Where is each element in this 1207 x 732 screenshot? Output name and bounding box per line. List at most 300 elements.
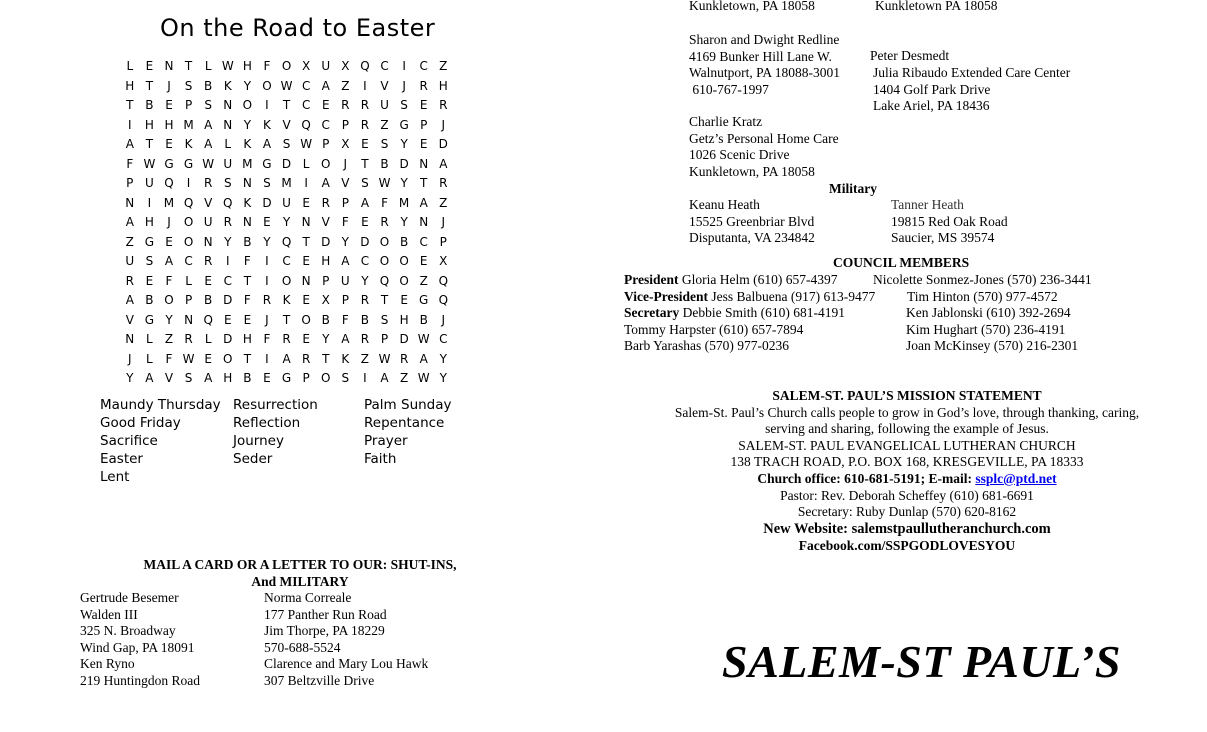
grid-letter: Q [203, 312, 213, 327]
grid-letter: H [223, 371, 233, 385]
grid-letter: O [183, 234, 194, 249]
grid-letter: E [302, 195, 310, 210]
grid-letter: V [321, 215, 330, 229]
grid-letter: H [242, 332, 252, 346]
grid-row [120, 311, 453, 331]
grid-letter: D [281, 156, 292, 171]
grid-letter: G [281, 371, 292, 385]
grid-letter: X [439, 254, 448, 268]
address-line: 4169 Bunker Hill Lane W. [689, 48, 832, 64]
grid-letter: H [144, 215, 154, 229]
grid-letter: U [282, 195, 291, 210]
grid-letter: O [321, 156, 331, 171]
grid-letter: N [242, 215, 252, 229]
grid-letter: G [164, 156, 174, 171]
grid-letter: K [263, 117, 271, 132]
grid-letter: T [145, 78, 154, 93]
grid-letter: H [144, 117, 154, 132]
grid-letter: S [380, 137, 389, 151]
grid-letter: B [243, 371, 252, 385]
grid-letter: C [439, 332, 448, 346]
grid-letter: T [243, 351, 252, 366]
grid-letter: I [265, 98, 269, 112]
grid-letter: F [263, 59, 271, 73]
grid-letter: W [300, 137, 313, 151]
council-heading: COUNCIL MEMBERS [833, 255, 970, 270]
grid-letter: I [265, 351, 269, 366]
grid-letter: I [265, 254, 269, 268]
grid-letter: P [341, 195, 349, 210]
grid-row [120, 155, 453, 175]
grid-letter: Q [301, 117, 311, 132]
grid-letter: Y [400, 176, 408, 190]
word-list-item: Resurrection [233, 397, 318, 413]
grid-letter: O [262, 78, 272, 93]
grid-letter: F [381, 195, 388, 210]
grid-letter: C [301, 78, 311, 93]
grid-letter: E [204, 273, 212, 288]
grid-letter: T [243, 273, 252, 288]
church-address: 138 TRACH ROAD, P.O. BOX 168, KRESGEVILLE, PA 18333 [730, 454, 1084, 470]
grid-letter: H [438, 78, 448, 93]
address-line: 1026 Scenic Drive [689, 147, 790, 163]
grid-letter: C [282, 254, 291, 268]
grid-letter: G [399, 117, 409, 132]
grid-letter: W [417, 332, 430, 346]
grid-letter: A [380, 371, 389, 385]
grid-letter: W [378, 176, 391, 190]
grid-letter: B [399, 234, 409, 249]
address-line: Getz’s Personal Home Care [689, 130, 839, 146]
grid-letter: X [302, 59, 311, 73]
grid-letter: M [183, 117, 194, 132]
word-list-item: Seder [233, 451, 273, 467]
grid-letter: A [341, 254, 350, 268]
grid-letter: E [165, 137, 173, 151]
grid-letter: C [419, 234, 428, 249]
grid-letter: P [126, 176, 134, 190]
grid-letter: A [125, 137, 134, 151]
grid-letter: E [165, 234, 173, 249]
grid-row [120, 291, 453, 311]
grid-letter: G [144, 234, 155, 249]
council-member: Barb Yarashas (570) 977-0236 [624, 338, 789, 354]
facebook: Facebook.com/SSPGODLOVESYOU [798, 537, 1016, 553]
grid-letter: W [182, 351, 195, 366]
mail-right-line: Jim Thorpe, PA 18229 [264, 623, 385, 639]
grid-letter: B [419, 312, 428, 327]
grid-letter: N [184, 312, 194, 327]
word-list-item: Maundy Thursday [100, 397, 221, 413]
grid-letter: I [147, 195, 152, 210]
grid-letter: Y [361, 273, 369, 288]
office-label: Church office: 610-681-5191; E-mail: [757, 470, 976, 486]
wordsearch-grid [120, 57, 453, 389]
military-line: Tanner Heath [891, 197, 964, 212]
grid-letter: T [145, 137, 154, 151]
word-list-item: Palm Sunday [364, 397, 452, 413]
grid-letter: N [301, 215, 311, 229]
mail-heading [80, 557, 520, 590]
grid-letter: S [184, 78, 193, 93]
mail-left-column [80, 590, 200, 690]
grid-letter: C [223, 273, 232, 288]
grid-letter: V [125, 312, 134, 327]
grid-letter: J [402, 78, 406, 93]
grid-letter: G [144, 312, 155, 327]
grid-letter: W [202, 156, 215, 171]
address-line: Charlie Kratz [689, 114, 763, 129]
grid-letter: U [144, 176, 154, 190]
grid-letter: E [243, 312, 252, 327]
word-list-item: Prayer [364, 433, 408, 449]
grid-letter: C [321, 117, 330, 132]
grid-letter: L [204, 59, 212, 73]
grid-letter: O [183, 215, 194, 229]
grid-letter: B [380, 156, 389, 171]
grid-letter: J [441, 312, 446, 327]
grid-letter: P [302, 371, 310, 385]
grid-letter: H [125, 78, 135, 93]
grid-letter: E [400, 293, 408, 307]
mail-left-line: Gertrude Besemer [80, 590, 179, 605]
grid-letter: T [184, 59, 193, 73]
grid-letter: D [399, 156, 409, 171]
grid-letter: J [167, 215, 171, 229]
grid-letter: X [341, 137, 350, 151]
grid-row [120, 135, 453, 155]
grid-letter: W [143, 156, 156, 171]
email-link[interactable]: ssplc@ptd.net [975, 470, 1057, 486]
grid-letter: O [301, 312, 311, 327]
grid-letter: O [379, 234, 390, 249]
grid-letter: Y [243, 117, 252, 132]
grid-letter: V [164, 371, 174, 385]
grid-letter: S [184, 371, 193, 385]
grid-letter: R [184, 332, 193, 346]
address-kratz [689, 114, 839, 180]
mission-heading: SALEM-ST. PAUL’S MISSION STATEMENT [772, 388, 1042, 403]
military-left [689, 197, 815, 247]
grid-letter: R [223, 215, 232, 229]
council-right-4: Kim Hughart (570) 236-4191 [906, 322, 1066, 337]
word-list-column [364, 396, 452, 468]
grid-letter: E [302, 254, 310, 268]
mission-text: Salem-St. Paul’s Church calls people to grow in God’s love, through thanking, caring, [674, 404, 1140, 420]
role-label: President [624, 272, 679, 287]
grid-letter: C [184, 254, 193, 268]
grid-letter: R [341, 98, 350, 112]
grid-letter: B [243, 234, 252, 249]
grid-letter: S [263, 176, 271, 190]
mail-left-line: Walden III [80, 606, 138, 622]
grid-letter: A [439, 156, 448, 171]
grid-letter: A [204, 117, 213, 132]
grid-row [120, 57, 453, 77]
grid-letter: A [341, 332, 350, 346]
grid-letter: A [282, 351, 291, 366]
member-name: Debbie Smith (610) 681-4191 [679, 305, 845, 321]
grid-letter: O [379, 254, 390, 268]
grid-letter: D [438, 137, 448, 151]
grid-letter: E [419, 98, 428, 112]
grid-letter: S [341, 371, 350, 385]
grid-letter: N [419, 215, 429, 229]
word-list-column [100, 396, 221, 486]
grid-letter: I [186, 176, 191, 190]
grid-letter: U [203, 215, 213, 229]
grid-letter: R [419, 78, 428, 93]
grid-row [120, 213, 453, 233]
grid-letter: K [341, 351, 350, 366]
grid-letter: Z [125, 234, 134, 249]
mail-left-line: Wind Gap, PA 18091 [80, 639, 195, 655]
mail-right-line: Norma Correale [264, 590, 352, 605]
grid-letter: U [125, 254, 135, 268]
grid-letter: D [360, 234, 370, 249]
grid-letter: U [380, 98, 389, 112]
grid-letter: E [419, 137, 428, 151]
grid-letter: Q [183, 195, 194, 210]
grid-letter: L [302, 156, 310, 171]
grid-letter: Y [400, 215, 408, 229]
grid-letter: Z [439, 195, 448, 210]
word-list-column [233, 396, 318, 468]
grid-letter: C [301, 98, 311, 112]
mail-left-line: 219 Huntingdon Road [80, 672, 200, 688]
grid-letter: F [263, 332, 271, 346]
grid-letter: F [243, 293, 251, 307]
military-line: Keanu Heath [689, 197, 760, 212]
grid-row [120, 194, 453, 214]
grid-row [120, 330, 453, 350]
grid-letter: N [242, 176, 252, 190]
grid-letter: J [441, 117, 446, 132]
role-label: Secretary [624, 305, 680, 321]
mail-right-line: 307 Beltzville Drive [264, 672, 375, 688]
grid-letter: K [282, 293, 291, 307]
grid-letter: W [221, 59, 234, 73]
mail-left-line: Ken Ryno [80, 656, 135, 672]
grid-letter: R [380, 215, 389, 229]
grid-letter: B [145, 98, 154, 112]
grid-letter: A [145, 371, 154, 385]
grid-letter: O [281, 273, 292, 288]
grid-letter: E [302, 332, 310, 346]
grid-letter: E [263, 215, 271, 229]
grid-letter: S [400, 98, 408, 112]
grid-letter: U [223, 156, 233, 171]
grid-row [120, 272, 453, 292]
council-right-2: Tim Hinton (570) 977-4572 [907, 289, 1058, 304]
word-list-item: Easter [100, 451, 143, 467]
grid-letter: I [265, 273, 269, 288]
word-list-item: Reflection [233, 415, 301, 431]
grid-letter: X [341, 59, 350, 73]
grid-letter: R [301, 351, 311, 366]
military-heading: Military [829, 181, 877, 196]
grid-letter: Y [341, 234, 349, 249]
mail-right-line: Clarence and Mary Lou Hawk [264, 656, 429, 672]
council-right-3: Ken Jablonski (610) 392-2694 [906, 305, 1071, 320]
grid-letter: Q [223, 195, 233, 210]
grid-letter: F [341, 215, 349, 229]
grid-letter: R [360, 293, 370, 307]
grid-letter: N [125, 195, 135, 210]
grid-letter: Q [164, 176, 174, 190]
grid-letter: H [242, 59, 252, 73]
grid-letter: Q [281, 234, 292, 249]
grid-letter: T [126, 98, 134, 112]
grid-letter: V [341, 176, 350, 190]
grid-letter: A [360, 195, 370, 210]
grid-letter: M [281, 176, 292, 190]
grid-letter: B [145, 293, 154, 307]
grid-letter: S [204, 98, 212, 112]
address-line: Lake Ariel, PA 18436 [873, 98, 990, 114]
grid-letter: D [262, 195, 272, 210]
grid-letter: O [321, 371, 331, 385]
grid-letter: E [321, 98, 330, 112]
grid-letter: P [322, 273, 330, 288]
grid-letter: F [165, 273, 173, 288]
mail-left-line: 325 N. Broadway [80, 623, 176, 639]
grid-letter: N [125, 332, 135, 346]
grid-letter: R [439, 98, 448, 112]
grid-letter: A [419, 195, 428, 210]
council-right-5: Joan McKinsey (570) 216-2301 [906, 338, 1079, 353]
grid-letter: Z [341, 78, 350, 93]
grid-letter: R [360, 117, 370, 132]
grid-letter: F [126, 156, 134, 171]
grid-letter: E [361, 137, 369, 151]
grid-letter: D [321, 234, 331, 249]
mission-text: serving and sharing, following the example of Jesus. [765, 421, 1049, 437]
grid-letter: S [145, 254, 154, 268]
military-line: 15525 Greenbriar Blvd [689, 213, 815, 229]
grid-letter: T [380, 293, 389, 307]
grid-letter: W [417, 371, 430, 385]
grid-letter: O [242, 98, 253, 112]
grid-letter: V [380, 78, 389, 93]
grid-letter: H [164, 117, 174, 132]
grid-letter: A [204, 137, 213, 151]
word-list-item: Journey [233, 433, 284, 449]
grid-letter: T [361, 156, 369, 171]
mission-block [607, 388, 1207, 554]
grid-letter: H [321, 254, 331, 268]
grid-letter: B [360, 312, 370, 327]
grid-letter: P [439, 234, 447, 249]
grid-letter: U [340, 273, 350, 288]
address-line: Julia Ribaudo Extended Care Center [873, 65, 1071, 80]
grid-letter: L [224, 137, 232, 151]
military-line: Saucier, MS 39574 [891, 230, 995, 246]
grid-letter: A [321, 176, 330, 190]
grid-letter: N [223, 117, 233, 132]
address-redline [689, 32, 840, 98]
military-line: 19815 Red Oak Road [891, 213, 1008, 229]
grid-letter: P [380, 332, 389, 346]
grid-letter: K [223, 78, 232, 93]
grid-letter: P [184, 98, 193, 112]
grid-letter: F [165, 351, 173, 366]
grid-letter: R [282, 332, 291, 346]
address-line: 610-767-1997 [689, 81, 769, 97]
grid-letter: A [204, 371, 213, 385]
address-kunkletown-a: Kunkletown, PA 18058 [689, 0, 815, 13]
address-kunkletown-b: Kunkletown PA 18058 [875, 0, 998, 13]
grid-letter: O [399, 254, 409, 268]
grid-letter: Z [360, 351, 370, 366]
grid-letter: C [360, 254, 370, 268]
address-desmedt [873, 65, 1070, 115]
grid-letter: S [380, 312, 389, 327]
grid-letter: W [280, 78, 293, 93]
word-list-item: Faith [364, 451, 397, 467]
council-left [624, 272, 875, 355]
grid-letter: R [360, 98, 370, 112]
church-name: SALEM-ST. PAUL EVANGELICAL LUTHERAN CHURCH [738, 437, 1076, 453]
grid-letter: T [322, 351, 330, 366]
grid-letter: E [302, 293, 310, 307]
grid-letter: N [223, 98, 233, 112]
grid-letter: T [302, 234, 310, 249]
grid-letter: V [282, 117, 291, 132]
grid-letter: R [204, 254, 213, 268]
grid-letter: K [184, 137, 193, 151]
grid-letter: I [304, 176, 308, 190]
grid-letter: Y [282, 215, 291, 229]
grid-letter: K [243, 137, 252, 151]
church-office [607, 471, 1207, 488]
grid-letter: N [203, 234, 213, 249]
grid-letter: G [262, 156, 272, 171]
word-list-item: Good Friday [100, 415, 181, 431]
grid-letter: D [399, 332, 409, 346]
grid-letter: E [223, 312, 232, 327]
grid-letter: Y [165, 312, 173, 327]
grid-row [120, 369, 453, 389]
grid-letter: X [321, 293, 330, 307]
grid-letter: O [281, 59, 292, 73]
mail-heading-line2: And MILITARY [251, 573, 349, 589]
grid-letter: A [164, 254, 174, 268]
church-title: SALEM-ST PAUL’S [722, 636, 1121, 687]
grid-letter: T [420, 176, 428, 190]
grid-letter: J [128, 351, 132, 366]
grid-letter: K [243, 195, 252, 210]
grid-row [120, 350, 453, 370]
grid-letter: F [243, 254, 251, 268]
grid-letter: H [399, 312, 409, 327]
grid-letter: E [419, 254, 428, 268]
grid-letter: N [419, 156, 429, 171]
grid-row [120, 116, 453, 136]
grid-letter: B [204, 78, 213, 93]
grid-letter: L [146, 332, 153, 346]
word-list-item: Repentance [364, 415, 445, 431]
grid-letter: G [183, 156, 194, 171]
grid-letter: O [223, 351, 233, 366]
wordsearch-title: On the Road to Easter [160, 14, 436, 42]
grid-letter: N [301, 273, 311, 288]
grid-letter: Q [438, 293, 449, 307]
grid-letter: E [145, 273, 154, 288]
grid-letter: Y [263, 234, 271, 249]
grid-letter: J [167, 78, 171, 93]
grid-letter: L [146, 351, 153, 366]
